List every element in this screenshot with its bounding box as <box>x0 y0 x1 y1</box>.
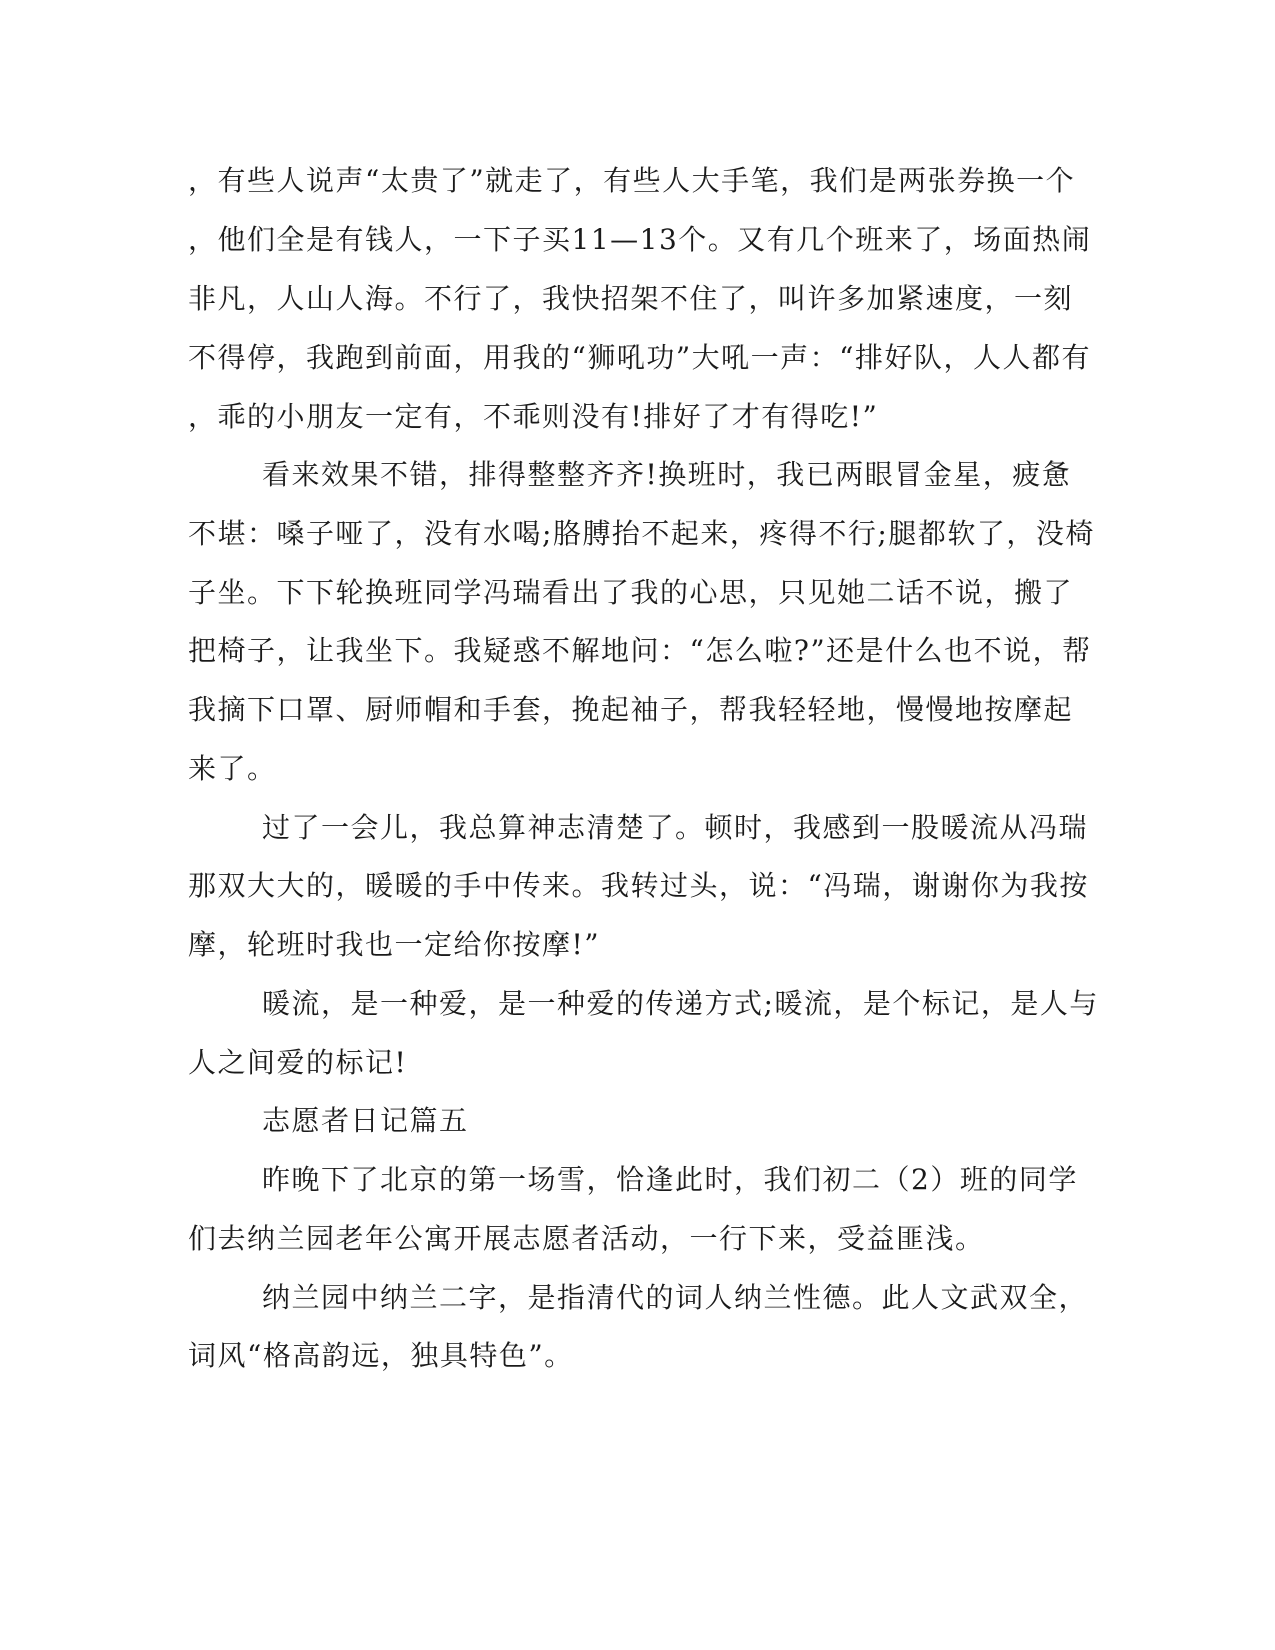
text-line: 暖流，是一种爱，是一种爱的传递方式;暖流，是个标记，是人与 <box>262 987 1099 1020</box>
text-line: 那双大大的，暖暖的手中传来。我转过头，说：“冯瑞，谢谢你为我按 <box>188 869 1089 902</box>
text-line: 人之间爱的标记! <box>188 1046 408 1079</box>
text-line: 过了一会儿，我总算神志清楚了。顿时，我感到一股暖流从冯瑞 <box>262 811 1089 844</box>
section-heading: 志愿者日记篇五 <box>262 1104 469 1137</box>
text-line: ，他们全是有钱人，一下子买11—13个。又有几个班来了，场面热闹 <box>188 223 1092 256</box>
text-line: 非凡，人山人海。不行了，我快招架不住了，叫许多加紧速度，一刻 <box>188 282 1074 315</box>
text-line: 词风“格高韵远，独具特色”。 <box>188 1339 574 1372</box>
text-line: 不得停，我跑到前面，用我的“狮吼功”大吼一声：“排好队，人人都有 <box>188 341 1091 374</box>
text-line: 昨晚下了北京的第一场雪，恰逢此时，我们初二（2）班的同学 <box>262 1163 1078 1196</box>
text-line: 看来效果不错，排得整整齐齐!换班时，我已两眼冒金星，疲惫 <box>262 458 1072 491</box>
text-line: 们去纳兰园老年公寓开展志愿者活动，一行下来，受益匪浅。 <box>188 1222 985 1255</box>
text-line: 摩，轮班时我也一定给你按摩!” <box>188 928 601 961</box>
text-line: ，有些人说声“太贵了”就走了，有些人大手笔，我们是两张券换一个 <box>188 164 1076 197</box>
text-line: 子坐。下下轮换班同学冯瑞看出了我的心思，只见她二话不说，搬了 <box>188 576 1074 609</box>
text-line: 不堪：嗓子哑了，没有水喝;胳膊抬不起来，疼得不行;腿都软了，没椅 <box>188 517 1095 550</box>
text-line: 纳兰园中纳兰二字，是指清代的词人纳兰性德。此人文武双全， <box>262 1281 1089 1314</box>
text-line: 把椅子，让我坐下。我疑惑不解地问：“怎么啦?”还是什么也不说，帮 <box>188 634 1092 667</box>
text-line: ，乖的小朋友一定有，不乖则没有!排好了才有得吃!” <box>188 400 879 433</box>
text-line: 来了。 <box>188 752 277 785</box>
text-line: 我摘下口罩、厨师帽和手套，挽起袖子，帮我轻轻地，慢慢地按摩起 <box>188 693 1074 726</box>
